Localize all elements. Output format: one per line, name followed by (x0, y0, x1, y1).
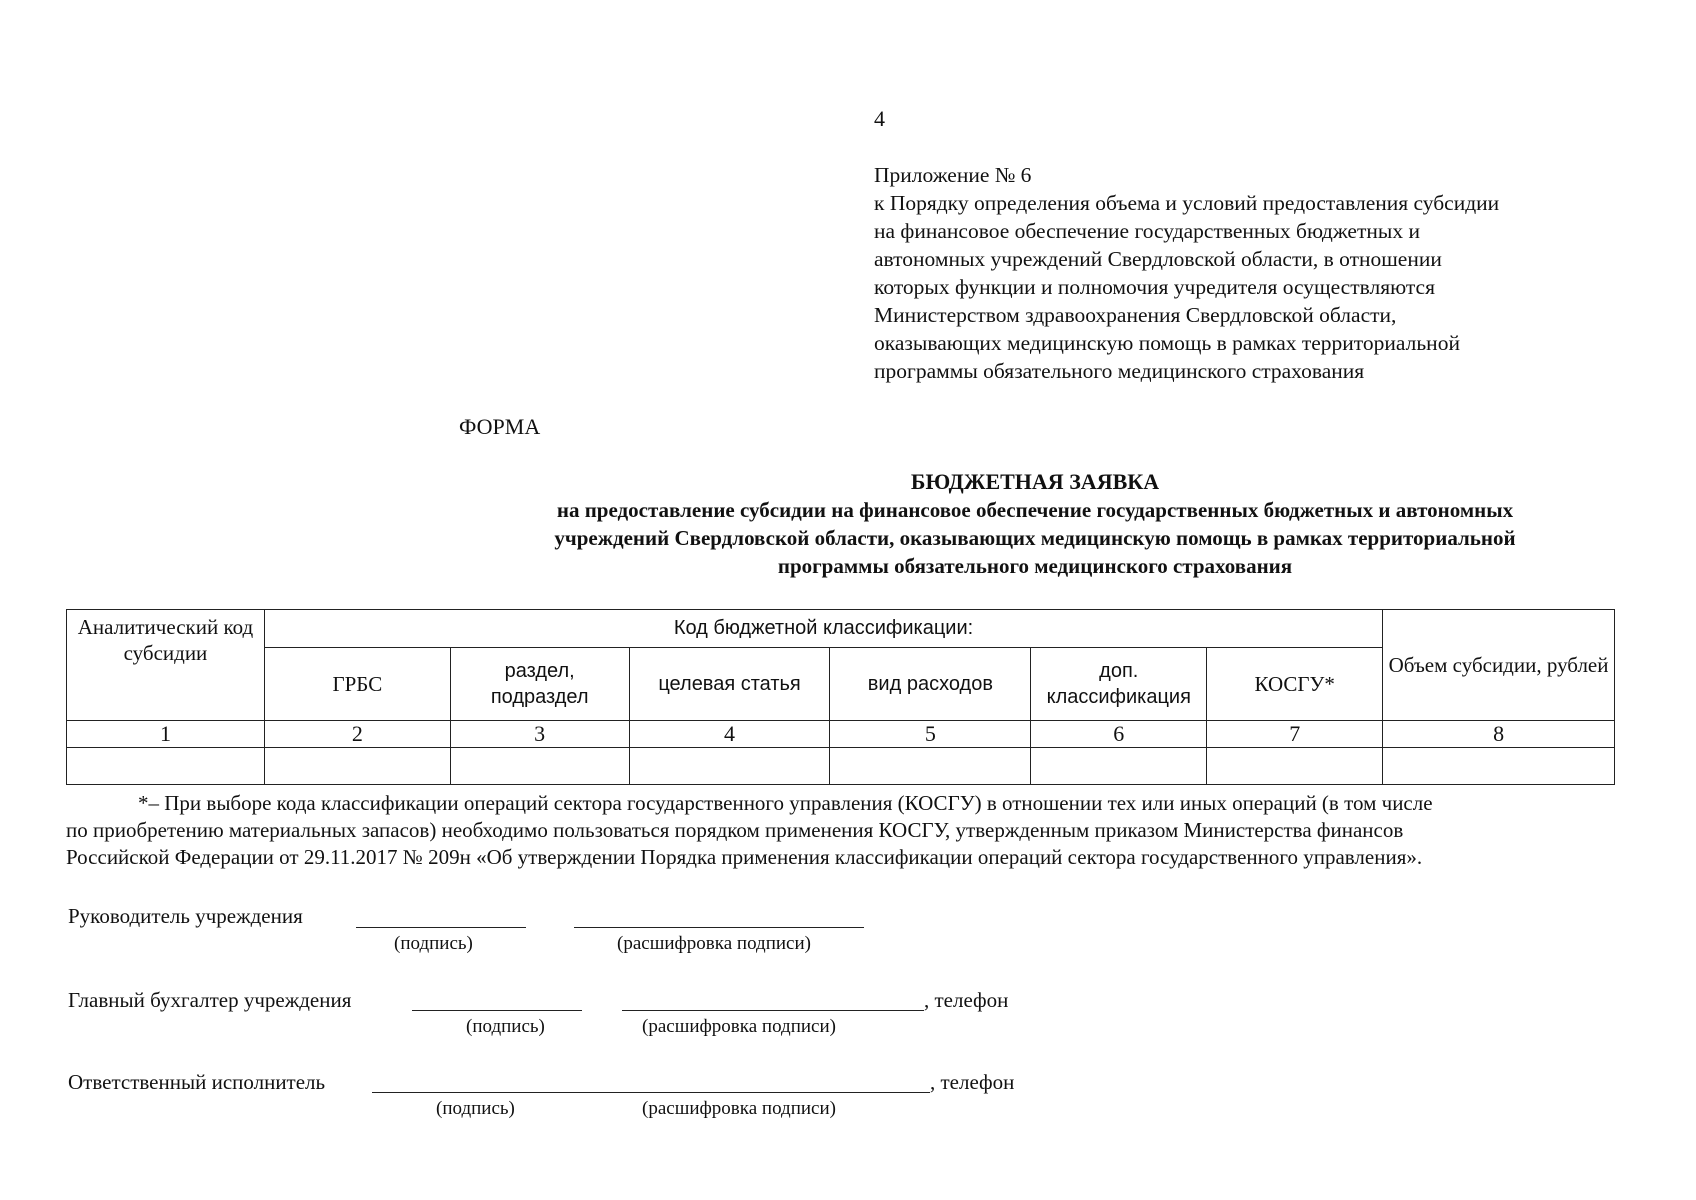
table-cell[interactable] (629, 748, 830, 785)
column-number: 7 (1207, 721, 1383, 748)
table-cell[interactable] (1207, 748, 1383, 785)
footnote-line: по приобретению материальных запасов) необходимо пользоваться порядком применения КОСГУ, утвержденным приказом Министерства финансов (66, 818, 1404, 842)
accountant-decode-caption: (расшифровка подписи) (642, 1016, 836, 1037)
col-volume-header: Объем субсидии, рублей (1383, 610, 1615, 721)
column-number: 2 (264, 721, 450, 748)
document-title (460, 468, 1610, 580)
budget-table (66, 609, 1615, 785)
table-cell[interactable] (830, 748, 1031, 785)
column-number: 3 (450, 721, 629, 748)
accountant-phone-label: , телефон (924, 988, 1009, 1012)
kbk-header: Код бюджетной классификации: (264, 610, 1382, 648)
accountant-sign-caption: (подпись) (466, 1016, 545, 1037)
page-number: 4 (874, 106, 885, 131)
annex-line: программы обязательного медицинского страхования (874, 359, 1365, 383)
footnote-line: *– При выборе кода классификации операций сектора государственного управления (КОСГУ) в отношении тех или иных операций (в том числе (138, 791, 1433, 815)
col-kosgu-header: КОСГУ* (1207, 648, 1383, 721)
table-row (67, 748, 1615, 785)
title-line: программы обязательного медицинского страхования (777, 554, 1293, 578)
footnote-line: Российской Федерации от 29.11.2017 № 209н «Об утверждении Порядка применения классификации операций сектора государственного управления». (66, 845, 1423, 869)
annex-header (874, 161, 1654, 385)
title-main: БЮДЖЕТНАЯ ЗАЯВКА (910, 469, 1160, 494)
annex-line: к Порядку определения объема и условий предоставления субсидии (874, 191, 1500, 215)
head-sign-caption: (подпись) (394, 933, 473, 954)
col-target-item-header: целевая статья (629, 648, 830, 721)
annex-line: Министерством здравоохранения Свердловской области, (874, 303, 1397, 327)
head-decode-caption: (расшифровка подписи) (617, 933, 811, 954)
head-signature-label: Руководитель учреждения (68, 904, 303, 928)
table-cell[interactable] (1031, 748, 1207, 785)
executor-signature-line[interactable] (372, 1092, 930, 1093)
head-signature-line[interactable] (356, 927, 526, 928)
title-line: учреждений Свердловской области, оказывающих медицинскую помощь в рамках территориальной (554, 526, 1516, 550)
executor-sign-caption: (подпись) (436, 1098, 515, 1119)
title-line: на предоставление субсидии на финансовое обеспечение государственных бюджетных и автономных (556, 498, 1514, 522)
executor-decode-caption: (расшифровка подписи) (642, 1098, 836, 1119)
col-grbs-header: ГРБС (264, 648, 450, 721)
col-extra-class-header: доп. классификация (1031, 648, 1207, 721)
annex-line: Приложение № 6 (874, 163, 1032, 187)
table-cell[interactable] (450, 748, 629, 785)
column-number: 6 (1031, 721, 1207, 748)
column-number: 5 (830, 721, 1031, 748)
annex-line: которых функции и полномочия учредителя осуществляются (874, 275, 1435, 299)
col-section-header: раздел, подраздел (450, 648, 629, 721)
executor-phone-label: , телефон (930, 1070, 1015, 1094)
form-label: ФОРМА (459, 414, 541, 439)
annex-line: оказывающих медицинскую помощь в рамках территориальной (874, 331, 1460, 355)
column-number: 1 (67, 721, 265, 748)
col-analytic-code-header: Аналитический код субсидии (67, 610, 265, 721)
table-cell[interactable] (264, 748, 450, 785)
table-cell[interactable] (67, 748, 265, 785)
annex-line: на финансовое обеспечение государственных бюджетных и (874, 219, 1420, 243)
accountant-signature-line[interactable] (412, 1010, 582, 1011)
column-number: 8 (1383, 721, 1615, 748)
table-cell[interactable] (1383, 748, 1615, 785)
accountant-signature-label: Главный бухгалтер учреждения (68, 988, 352, 1012)
col-expense-type-header: вид расходов (830, 648, 1031, 721)
column-number: 4 (629, 721, 830, 748)
head-decode-line[interactable] (574, 927, 864, 928)
annex-line: автономных учреждений Свердловской области, в отношении (874, 247, 1442, 271)
executor-signature-label: Ответственный исполнитель (68, 1070, 326, 1094)
footnote (66, 790, 1631, 871)
accountant-decode-line[interactable] (622, 1010, 924, 1011)
